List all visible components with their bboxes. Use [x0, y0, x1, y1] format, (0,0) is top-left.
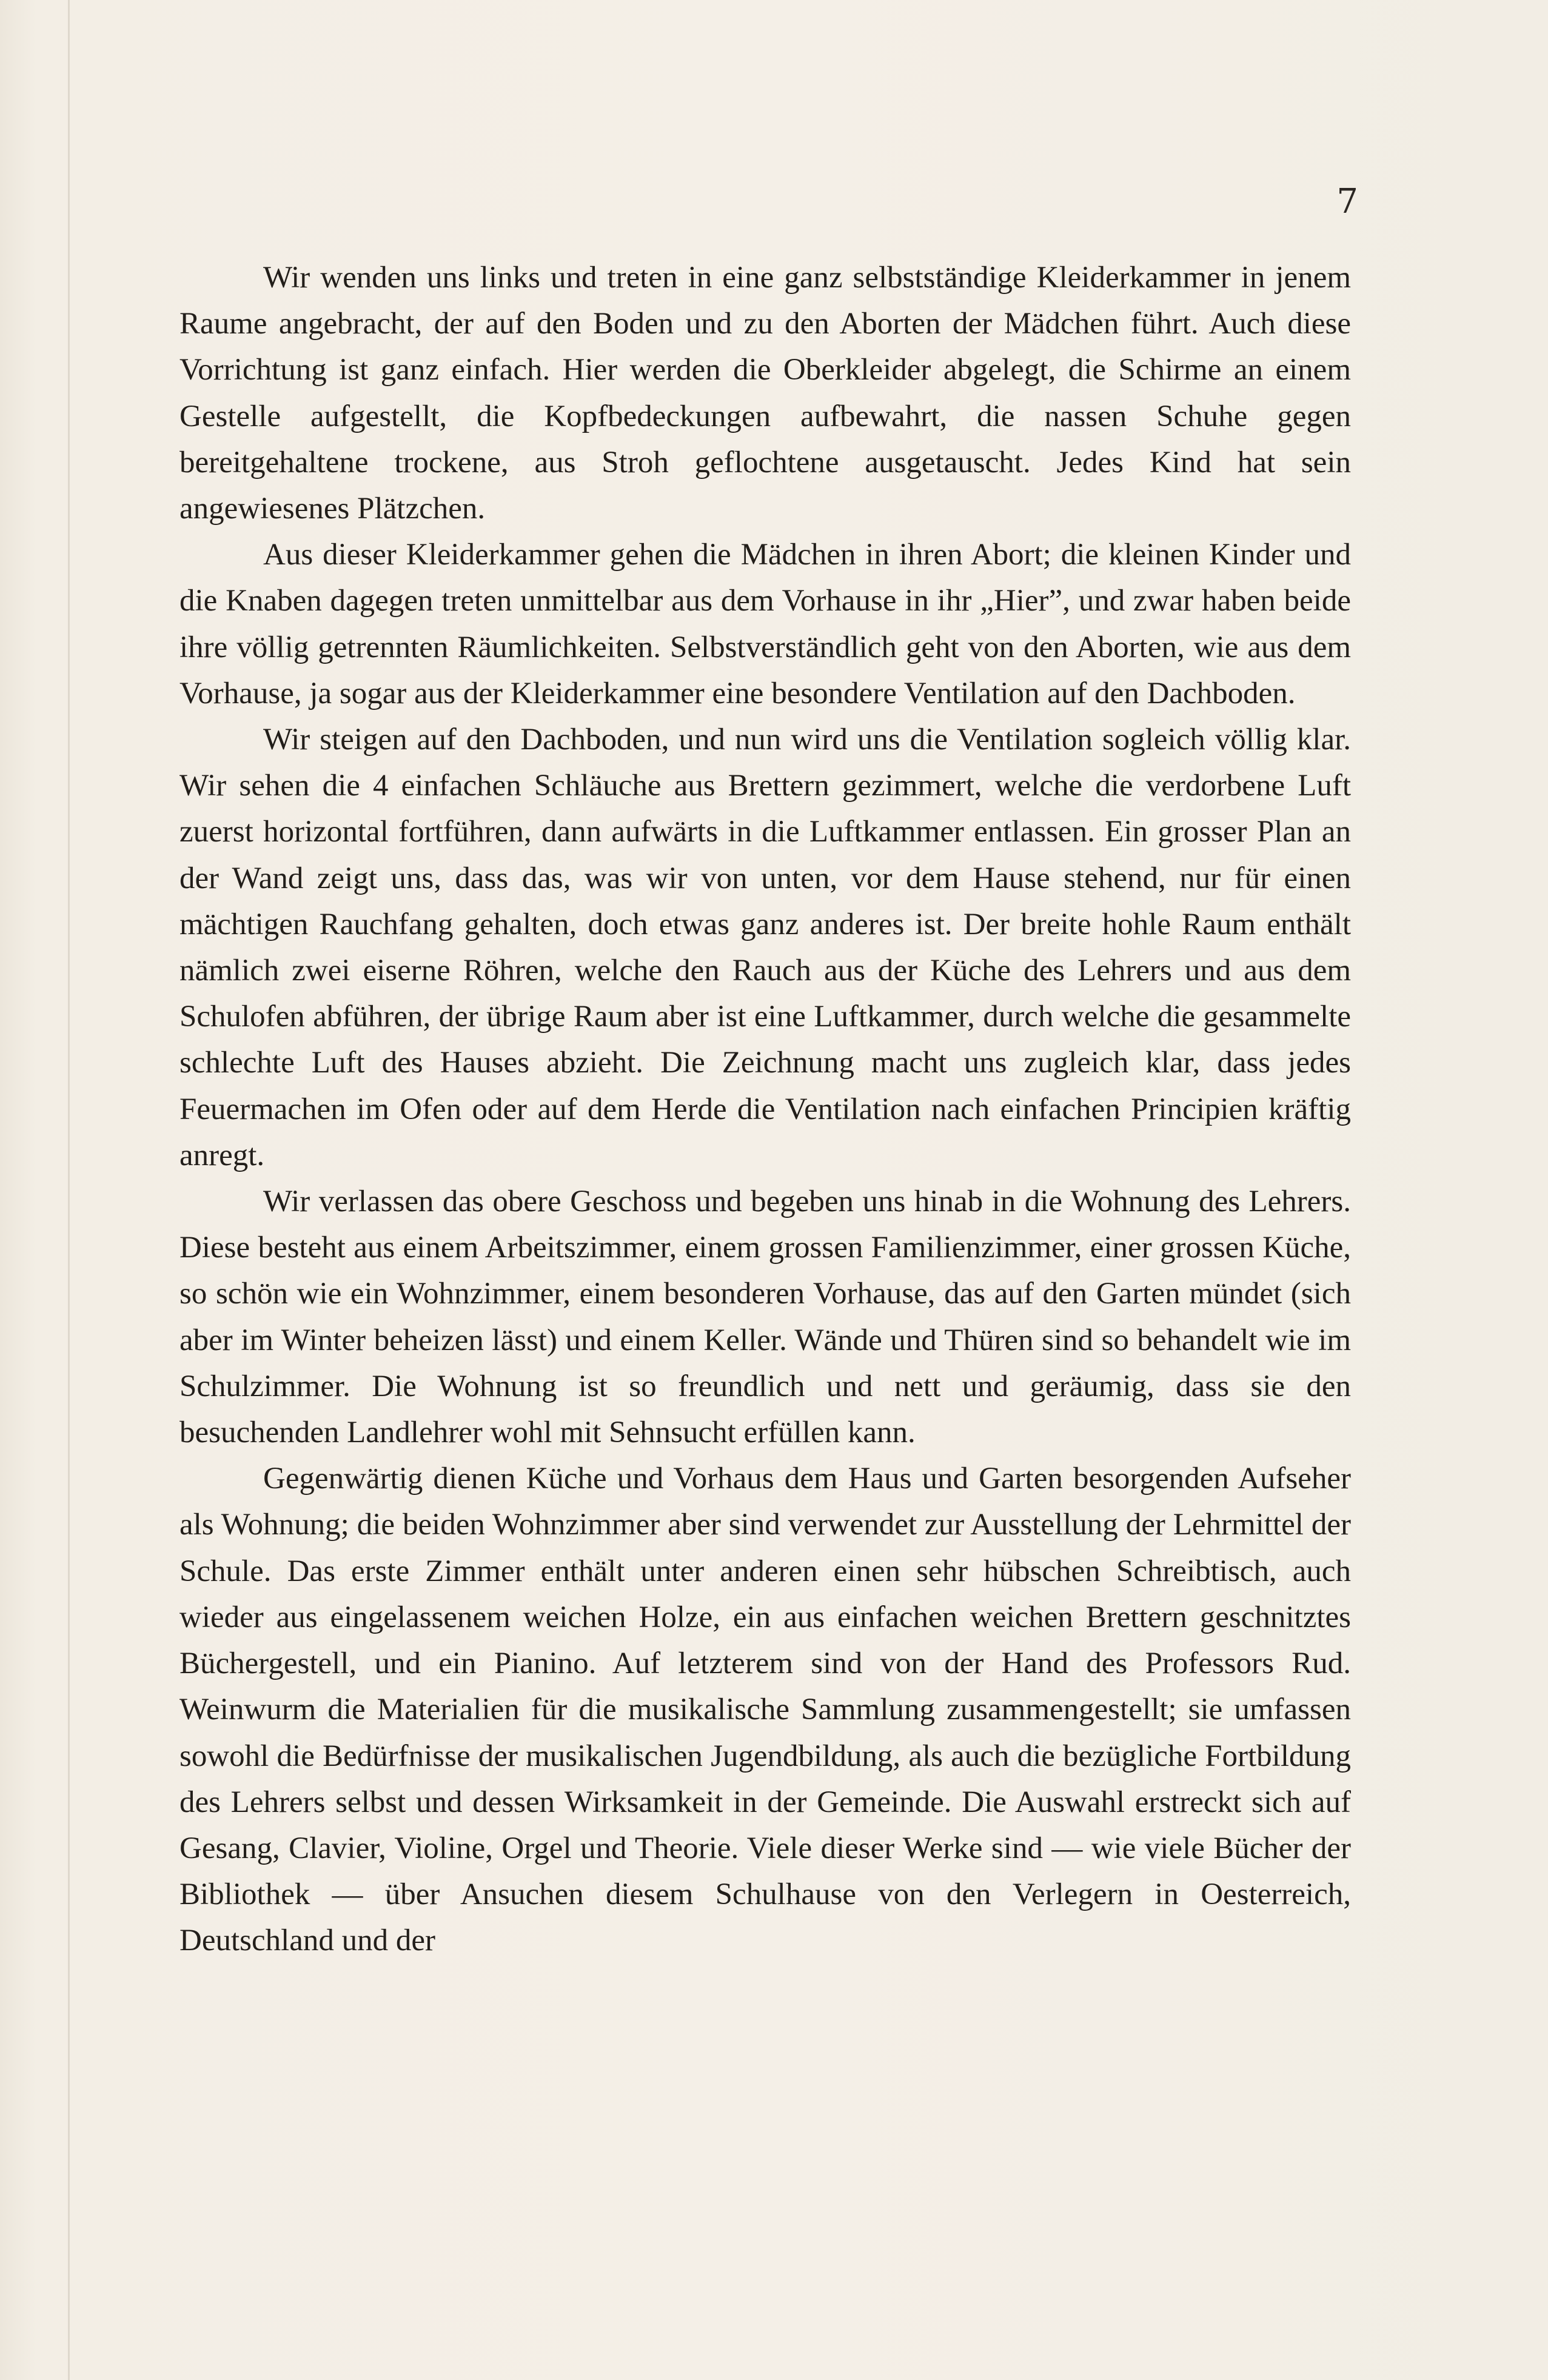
- page-number: 7: [1336, 182, 1358, 221]
- paragraph-dachboden-ventilation: Wir steigen auf den Dachboden, und nun wird uns die Ventilation sogleich völlig klar. Wir sehen die 4 einfachen Schläuche aus Brettern gezimmert, welche die verdorbene Luft zuerst horizontal fortführen, dann aufwärts in die Luftkammer entlassen. Ein grosser Plan an der Wand zeigt uns, dass das, was wir von unten, vor dem Hause stehend, nur für einen mächtigen Rauchfang gehalten, doch etwas ganz anderes ist. Der breite hohle Raum enthält nämlich zwei eiserne Röhren, welche den Rauch aus der Küche des Lehrers und aus dem Schulofen abführen, der übrige Raum aber ist eine Luftkammer, durch welche die gesammelte schlechte Luft des Hauses abzieht. Die Zeichnung macht uns zugleich klar, dass jedes Feuermachen im Ofen oder auf dem Herde die Ventilation nach einfachen Principien kräftig anregt.: [179, 723, 1351, 1172]
- paragraph-kleiderkammer: Wir wenden uns links und treten in eine ganz selbstständige Kleiderkammer in jenem Raume angebracht, der auf den Boden und zu den Aborten der Mädchen führt. Auch diese Vorrichtung ist ganz einfach. Hier werden die Oberkleider abgelegt, die Schirme an einem Gestelle aufgestellt, die Kopfbedeckungen aufbewahrt, die nassen Schuhe gegen bereitgehaltene trockene, aus Stroh geflochtene ausgetauscht. Jedes Kind hat sein angewiesenes Plätzchen.: [179, 261, 1351, 526]
- paragraph-abort: Aus dieser Kleiderkammer gehen die Mädchen in ihren Abort; die kleinen Kinder und die Knaben dagegen treten unmittelbar aus dem Vorhause in ihr „Hier”, und zwar haben beide ihre völlig getrennten Räumlichkeiten. Selbstverständlich geht von den Aborten, wie aus dem Vorhause, ja sogar aus der Kleiderkammer eine besondere Ventilation auf den Dachboden.: [179, 538, 1351, 710]
- page-fold-shadow: [68, 0, 70, 2380]
- paragraph-lehrmittel: Gegenwärtig dienen Küche und Vorhaus dem Haus und Garten besorgenden Aufseher als Wohnung; die beiden Wohnzimmer aber sind verwendet zur Ausstellung der Lehrmittel der Schule. Das erste Zimmer enthält unter anderen einen sehr hübschen Schreibtisch, auch wieder aus eingelassenem weichen Holze, ein aus einfachen weichen Brettern geschnitztes Büchergestell, und ein Pianino. Auf letzterem sind von der Hand des Professors Rud. Weinwurm die Materialien für die musikalische Sammlung zusammengestellt; sie umfassen sowohl die Bedürfnisse der musikalischen Jugendbildung, als auch die bezügliche Fortbildung des Lehrers selbst und dessen Wirksamkeit in der Gemeinde. Die Auswahl erstreckt sich auf Gesang, Clavier, Violine, Orgel und Theorie. Viele dieser Werke sind — wie viele Bücher der Bibliothek — über Ansuchen diesem Schulhause von den Verlegern in Oesterreich, Deutschland und der: [179, 1462, 1351, 1958]
- paragraph-lehrerwohnung: Wir verlassen das obere Geschoss und begeben uns hinab in die Wohnung des Lehrers. Diese besteht aus einem Arbeitszimmer, einem grossen Familienzimmer, einer grossen Küche, so schön wie ein Wohnzimmer, einem besonderen Vorhause, das auf den Garten mündet (sich aber im Winter beheizen lässt) und einem Keller. Wände und Thüren sind so behandelt wie im Schulzimmer. Die Wohnung ist so freundlich und nett und geräumig, dass sie den besuchenden Landlehrer wohl mit Sehnsucht erfüllen kann.: [179, 1185, 1351, 1450]
- body-text: [179, 255, 1351, 1964]
